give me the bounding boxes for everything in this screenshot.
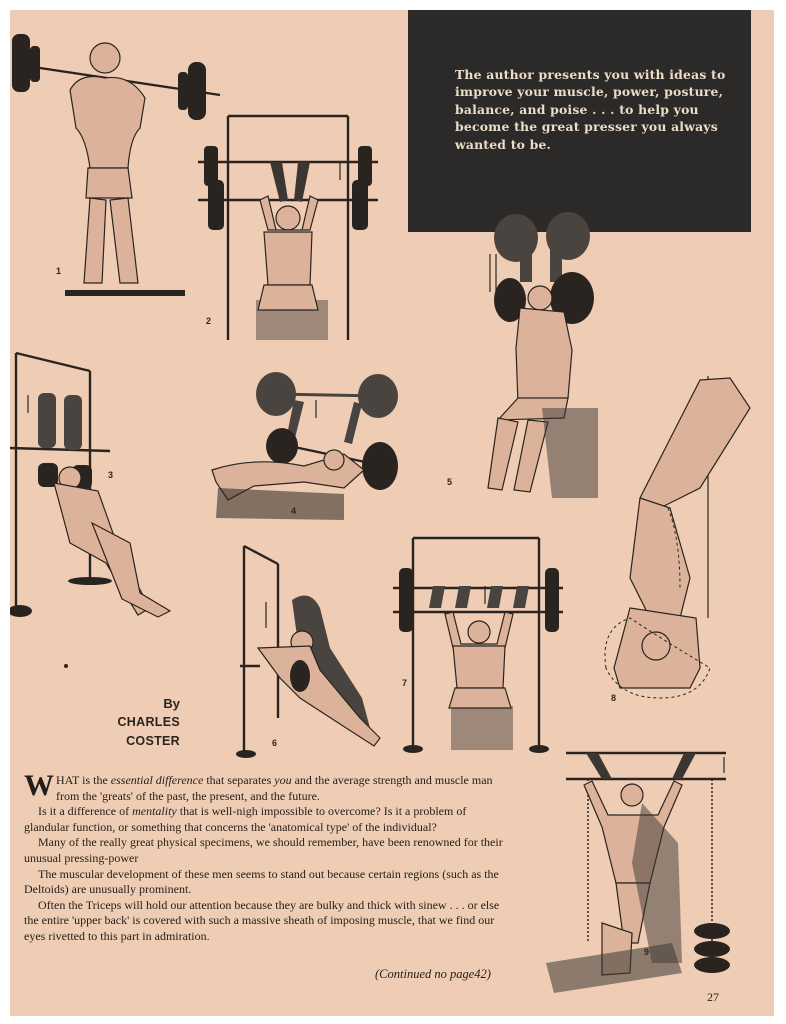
figure-5-illustration	[468, 208, 618, 508]
figure-4-illustration	[194, 370, 404, 530]
author-first-name: CHARLES	[117, 715, 180, 729]
continued-note: (Continued no page42)	[375, 967, 491, 981]
figure-2-illustration	[198, 110, 388, 350]
paragraph-2: Is it a difference of mentality that is well-nigh impossible to overcome? Is it a problem of glandular function, or something that concerns the 'anatomical type' of the individual?	[24, 804, 467, 834]
intro-text: The author presents you with ideas to improve your muscle, power, posture, balance, and poise . . . to help you become the great presser you always wanted to be.	[455, 67, 726, 152]
figure-label-5: 5	[447, 477, 453, 487]
figure-label-3: 3	[108, 470, 114, 480]
decorative-dot	[64, 664, 68, 668]
figure-7-illustration	[393, 528, 568, 758]
figure-1-illustration	[10, 28, 230, 298]
figure-8-illustration	[600, 368, 760, 708]
paragraph-5: Often the Triceps will hold our attention because they are bulky and thick with sinew . . . or else the entire 'upper back' is covered with such a massive sheath of imposing muscle, that we find our eyes rivetted to this part in admiration.	[24, 897, 500, 943]
magazine-page	[10, 10, 774, 1016]
figure-label-9: 9	[644, 947, 650, 957]
author-last-name: COSTER	[126, 734, 180, 748]
paragraph-4: The muscular development of these men seems to stand out because certain regions (such as the Deltoids) are unusually prominent.	[24, 866, 499, 897]
paragraph-3: Many of the really great physical specimens, we should remember, have been renowned for their unusual pressing-power	[24, 835, 503, 865]
drop-cap: W	[24, 769, 54, 802]
article-body	[24, 769, 512, 945]
figure-9-illustration	[532, 743, 732, 993]
figure-3-illustration	[10, 353, 180, 623]
figure-label-2: 2	[206, 316, 212, 326]
figure-label-4: 4	[291, 506, 297, 516]
page-number: 27	[707, 990, 719, 1004]
figure-label-1: 1	[56, 266, 62, 276]
byline-by: By	[163, 696, 180, 711]
figure-label-8: 8	[611, 693, 617, 703]
paragraph-1: WHAT is the essential difference that separates you and the average strength and muscle man from the 'greats' of the past, the present, and the future.	[24, 769, 493, 803]
figure-label-6: 6	[272, 738, 278, 748]
figure-label-7: 7	[402, 678, 408, 688]
byline	[100, 695, 180, 751]
figure-6-illustration	[230, 538, 400, 763]
intro-box	[408, 10, 751, 232]
